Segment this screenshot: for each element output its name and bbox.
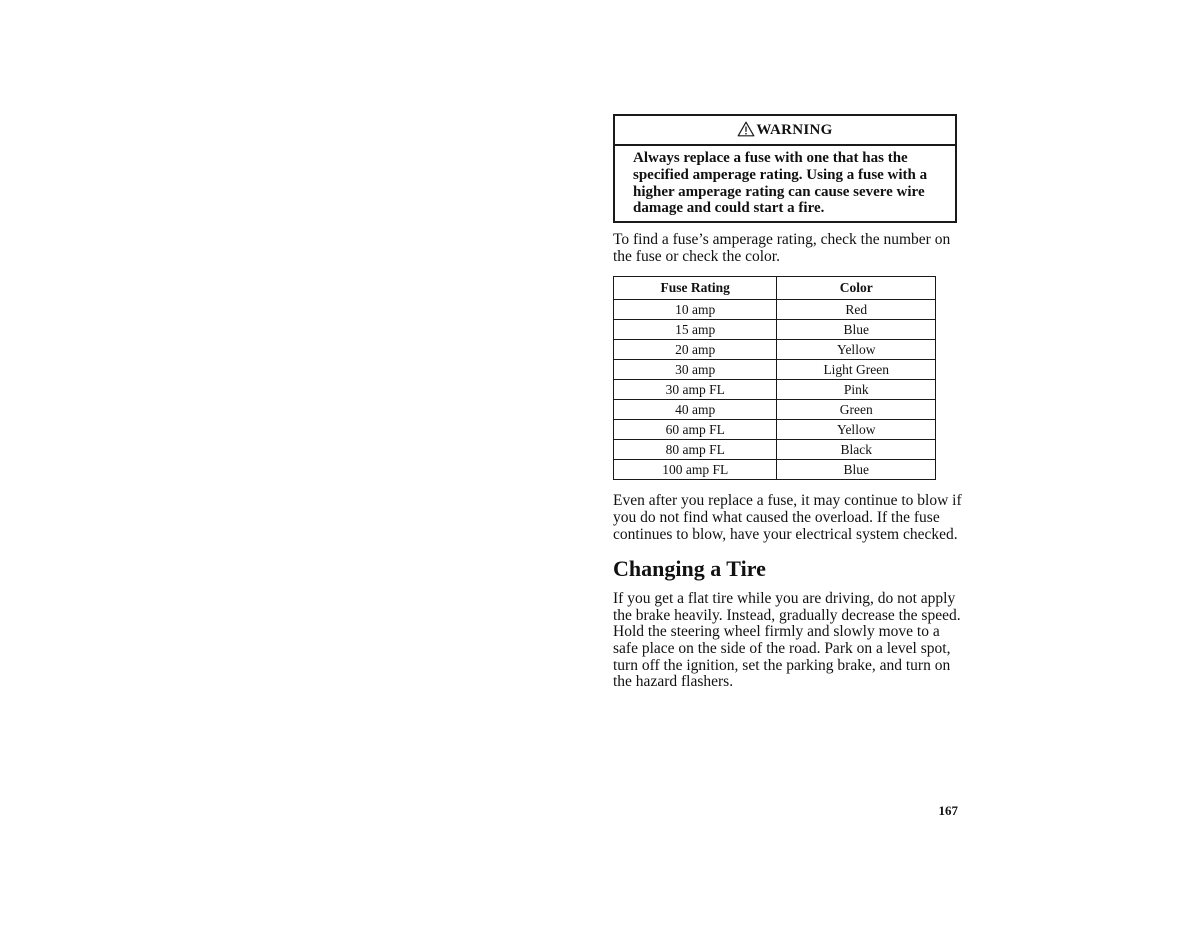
fuse-rating-cell: 60 amp FL [614, 420, 777, 440]
fuse-color-cell: Pink [777, 380, 936, 400]
fuse-color-cell: Blue [777, 460, 936, 480]
fuse-color-cell: Light Green [777, 360, 936, 380]
fuse-rating-cell: 20 amp [614, 340, 777, 360]
fuse-color-cell: Red [777, 300, 936, 320]
fuse-color-cell: Yellow [777, 420, 936, 440]
warning-header [615, 116, 955, 146]
table-row [614, 400, 936, 420]
fuse-color-cell: Blue [777, 320, 936, 340]
fuse-color-cell: Green [777, 400, 936, 420]
content-column [613, 114, 963, 691]
warning-box [613, 114, 957, 223]
fuse-rating-cell: 40 amp [614, 400, 777, 420]
fuse-rating-cell: 10 amp [614, 300, 777, 320]
fuse-rating-cell: 30 amp [614, 360, 777, 380]
fuse-rating-cell: 15 amp [614, 320, 777, 340]
fuse-color-cell: Black [777, 440, 936, 460]
table-row [614, 420, 936, 440]
section-paragraph: If you get a flat tire while you are driving, do not apply the brake heavily. Instead, gradually decrease the speed. Hold the steering wheel firmly and slowly move to a safe place on the side of the road. Park on a level spot, turn off the ignition, set the parking brake, and turn on the hazard flashers. [613, 590, 961, 691]
table-row [614, 300, 936, 320]
fuse-color-cell: Yellow [777, 340, 936, 360]
table-row [614, 380, 936, 400]
fuse-table [613, 276, 936, 480]
after-table-paragraph: Even after you replace a fuse, it may continue to blow if you do not find what caused the overload. If the fuse continues to blow, have your electrical system checked. [613, 492, 962, 543]
warning-triangle-icon [737, 121, 755, 137]
fuse-rating-cell: 30 amp FL [614, 380, 777, 400]
warning-title: WARNING [756, 121, 833, 138]
column-header-color: Color [777, 277, 936, 300]
table-row [614, 320, 936, 340]
intro-paragraph: To find a fuse’s amperage rating, check the number on the fuse or check the color. [613, 231, 951, 265]
table-row [614, 340, 936, 360]
section-title: Changing a Tire [613, 556, 766, 582]
column-header-fuse-rating: Fuse Rating [614, 277, 777, 300]
table-row [614, 440, 936, 460]
table-row [614, 360, 936, 380]
page-number: 167 [938, 803, 958, 818]
table-header-row [614, 277, 936, 300]
table-row [614, 460, 936, 480]
fuse-rating-cell: 80 amp FL [614, 440, 777, 460]
fuse-rating-cell: 100 amp FL [614, 460, 777, 480]
warning-text: Always replace a fuse with one that has the specified amperage rating. Using a fuse with a higher amperage rating can cause severe wire damage and could start a fire. [633, 150, 928, 217]
